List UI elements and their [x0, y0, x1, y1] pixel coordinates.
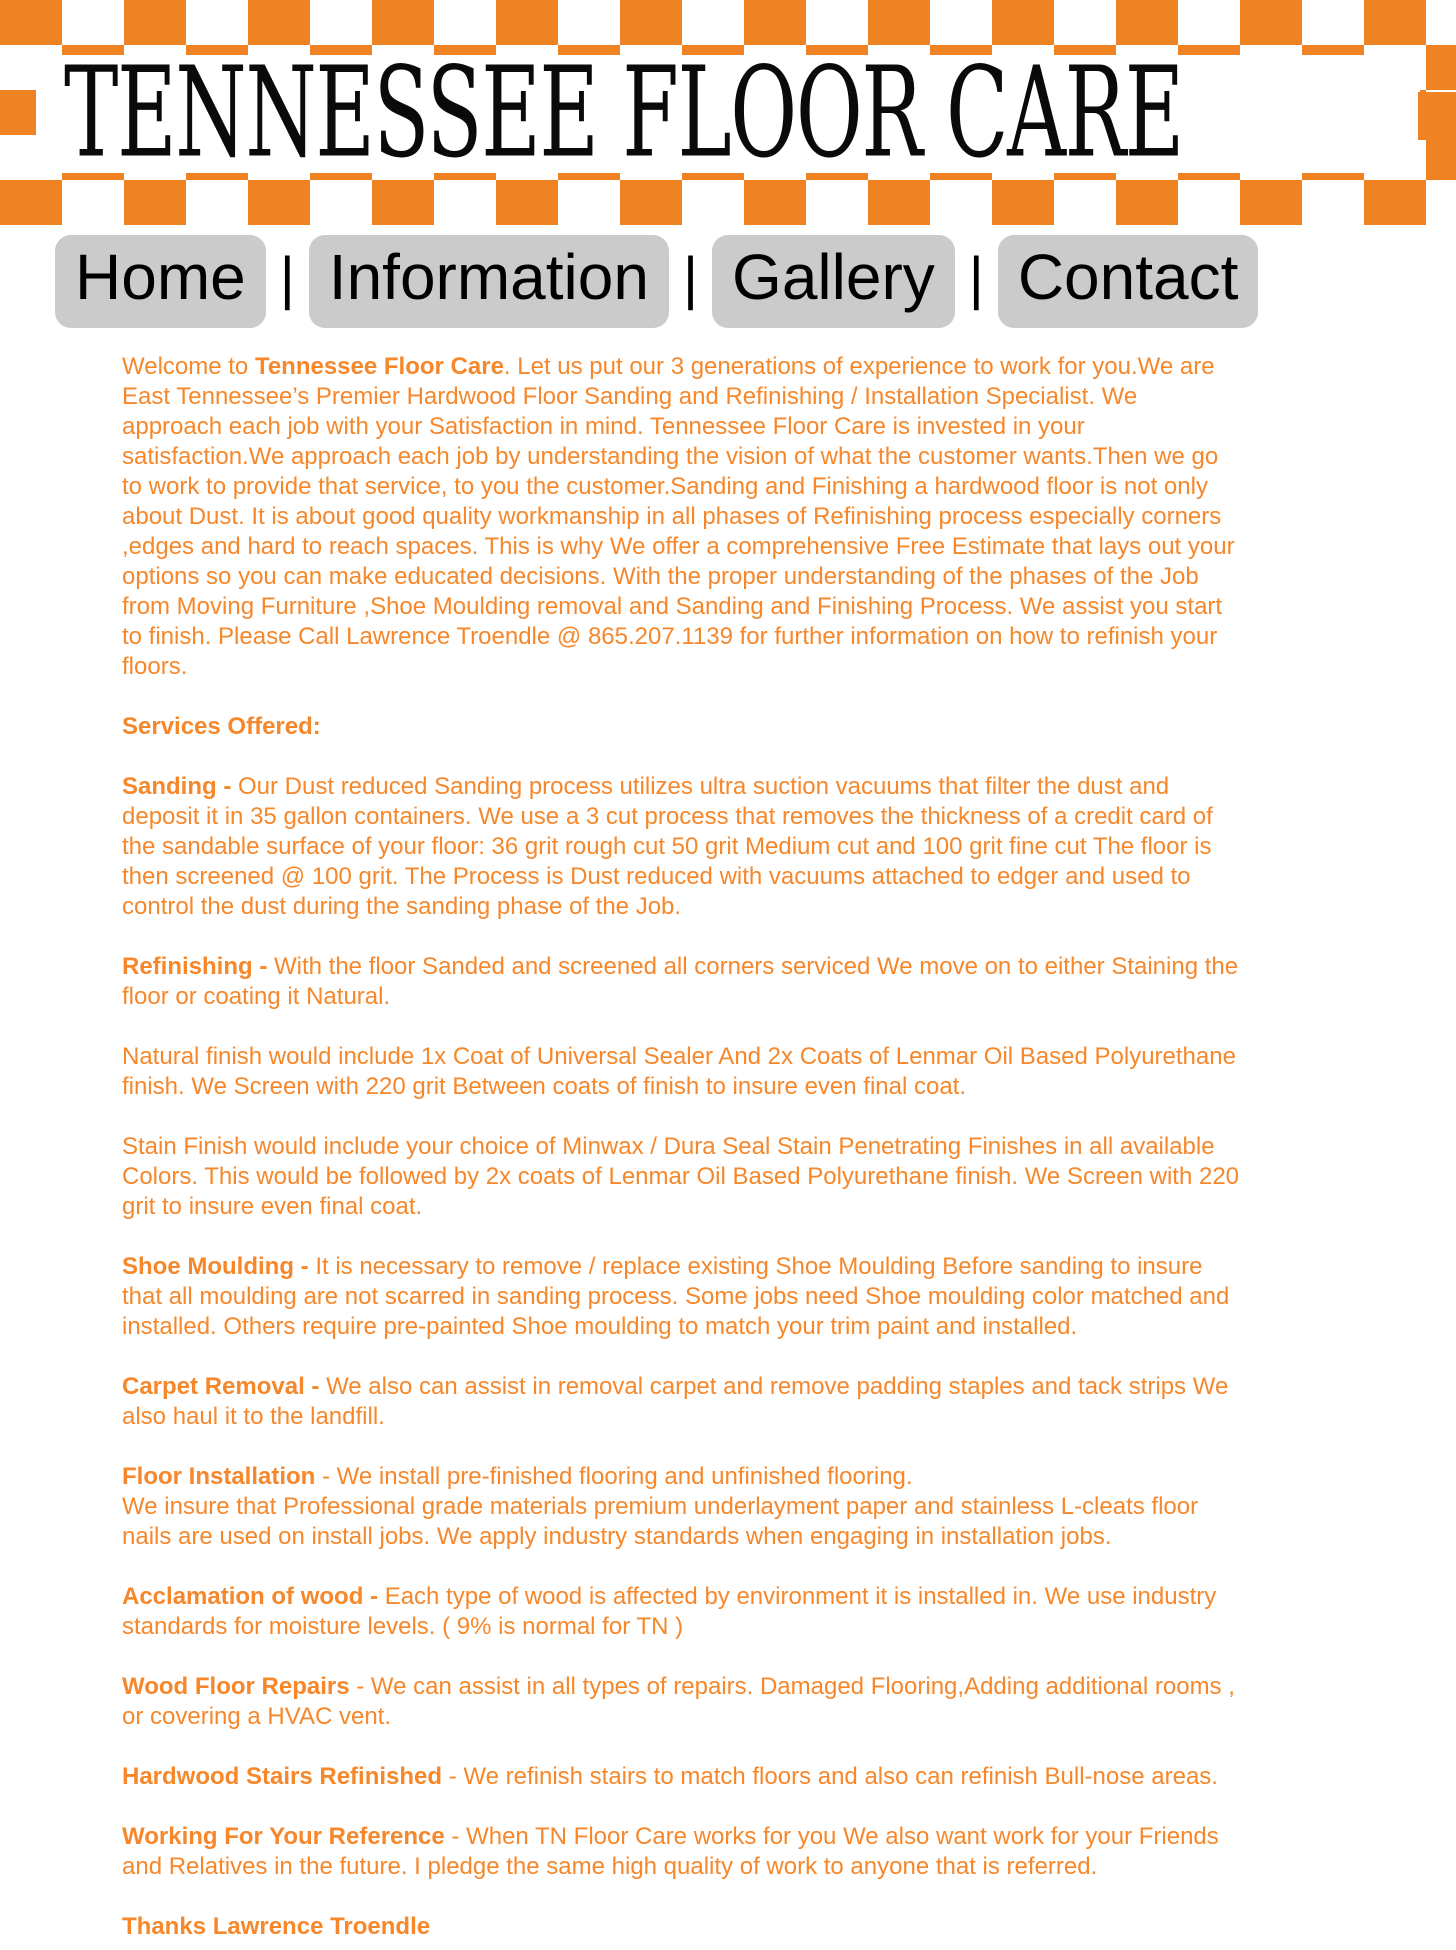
header-checkerboard [0, 0, 1456, 225]
paragraph-text: Natural finish would include 1x Coat of Universal Sealer And 2x Coats of Lenmar Oil Based Polyurethane finish. We Screen with 220 grit Between coats of finish to insure even final coat. [122, 1043, 1236, 1100]
paragraph-bold-text: Acclamation of wood - [122, 1583, 385, 1610]
nav-separator: | [968, 246, 984, 311]
paragraph [122, 712, 1242, 742]
paragraph [122, 1912, 1242, 1942]
page-title: TENNESSEE FLOOR CARE [64, 41, 1183, 186]
paragraph-bold-text: Floor Installation [122, 1463, 316, 1490]
paragraph [122, 1372, 1242, 1432]
paragraph [122, 1462, 1242, 1552]
paragraph-text: Our Dust reduced Sanding process utilizes ultra suction vacuums that filter the dust and deposit it in 35 gallon containers. We use a 3 cut process that removes the thickness of a credit card of the sandable surface of your floor: 36 grit rough cut 50 grit Medium cut and 100 grit fine cut The floor is then screened @ 100 grit. The Process is Dust reduced with vacuums attached to edger and used to control the dust during the sanding phase of the Job. [122, 773, 1213, 920]
paragraph-bold-text: Shoe Moulding - [122, 1253, 316, 1280]
paragraph [122, 352, 1242, 682]
paragraph-bold-text: Services Offered: [122, 713, 321, 740]
paragraph-text: - When TN Floor Care works for you We also want work for your Friends and Relatives in the future. I pledge the same high quality of work to anyone that is referred. [122, 1823, 1219, 1880]
paragraph [122, 952, 1242, 1012]
paragraph-bold-text: Carpet Removal - [122, 1373, 327, 1400]
paragraph-text: With the floor Sanded and screened all corners serviced We move on to either Staining the floor or coating it Natural. [122, 953, 1239, 1010]
paragraph [122, 1762, 1242, 1792]
paragraph-bold-text: Working For Your Reference [122, 1823, 445, 1850]
paragraph-text: Welcome to [122, 353, 255, 380]
paragraph-text: - We install pre-finished flooring and unfinished flooring. [315, 1463, 913, 1490]
paragraph-bold-text: Wood Floor Repairs [122, 1673, 350, 1700]
paragraph [122, 1132, 1242, 1222]
paragraph-bold-text: Hardwood Stairs Refinished [122, 1763, 443, 1790]
paragraph [122, 1252, 1242, 1342]
nav-separator: | [279, 246, 295, 311]
paragraph-bold-text: Sanding - [122, 773, 238, 800]
navbar [55, 233, 1456, 330]
paragraph-bold-text: Tennessee Floor Care [254, 353, 504, 380]
paragraph [122, 772, 1242, 922]
paragraph-text: It is necessary to remove / replace existing Shoe Moulding Before sanding to insure that all moulding are not scarred in sanding process. Some jobs need Shoe moulding color matched and installed. Others require pre-painted Shoe moulding to match your trim paint and installed. [122, 1253, 1230, 1340]
paragraph [122, 1042, 1242, 1102]
paragraph-text: . Let us put our 3 generations of experience to work for you.We are East Tennessee’s Premier Hardwood Floor Sanding and Refinishing / Installation Specialist. We approach each job with your Satisfaction in mind. Tennessee Floor Care is invested in your satisfaction.We approach each job by understanding the vision of what the customer wants.Then we go to work to provide that service, to you the customer.Sanding and Finishing a hardwood floor is not only about Dust. It is about good quality workmanship in all phases of Refinishing process especially corners ,edges and hard to reach spaces. This is why We offer a comprehensive Free Estimate that lays out your options so you can make educated decisions. With the proper understanding of the phases of the Job from Moving Furniture ,Shoe Moulding removal and Sanding and Finishing Process. We assist you start to finish. Please Call Lawrence Troendle @ 865.207.1139 for further information on how to refinish your floors. [122, 353, 1235, 680]
paragraph [122, 1822, 1242, 1882]
nav-item-information[interactable]: Information [309, 235, 669, 328]
paragraph-text: - We refinish stairs to match floors and also can refinish Bull-nose areas. [442, 1763, 1218, 1790]
paragraph-text: Each type of wood is affected by environment it is installed in. We use industry standards for moisture levels. ( 9% is normal for TN ) [122, 1583, 1217, 1640]
paragraph [122, 1582, 1242, 1642]
paragraph-bold-text: Refinishing - [122, 953, 274, 980]
nav-item-contact[interactable]: Contact [998, 235, 1259, 328]
paragraph-bold-text: Thanks Lawrence Troendle [122, 1913, 431, 1940]
main-content [122, 352, 1242, 1942]
nav-item-home[interactable]: Home [55, 235, 266, 328]
paragraph-text: - We can assist in all types of repairs. Damaged Flooring,Adding additional rooms , or covering a HVAC vent. [122, 1673, 1235, 1730]
paragraph [122, 1672, 1242, 1732]
paragraph-text: Stain Finish would include your choice of Minwax / Dura Seal Stain Penetrating Finishes in all available Colors. This would be followed by 2x coats of Lenmar Oil Based Polyurethane finish. We Screen with 220 grit to insure even final coat. [122, 1133, 1240, 1220]
nav-item-gallery[interactable]: Gallery [712, 235, 955, 328]
nav-separator: | [682, 246, 699, 311]
paragraph-text: We insure that Professional grade materials premium underlayment paper and stainless L-cleats floor nails are used on install jobs. We apply industry standards when engaging in installation jobs. [122, 1493, 1199, 1550]
checker-square [1418, 92, 1456, 140]
title-band [36, 41, 1420, 186]
paragraph-text: We also can assist in removal carpet and remove padding staples and tack strips We also haul it to the landfill. [122, 1373, 1229, 1430]
